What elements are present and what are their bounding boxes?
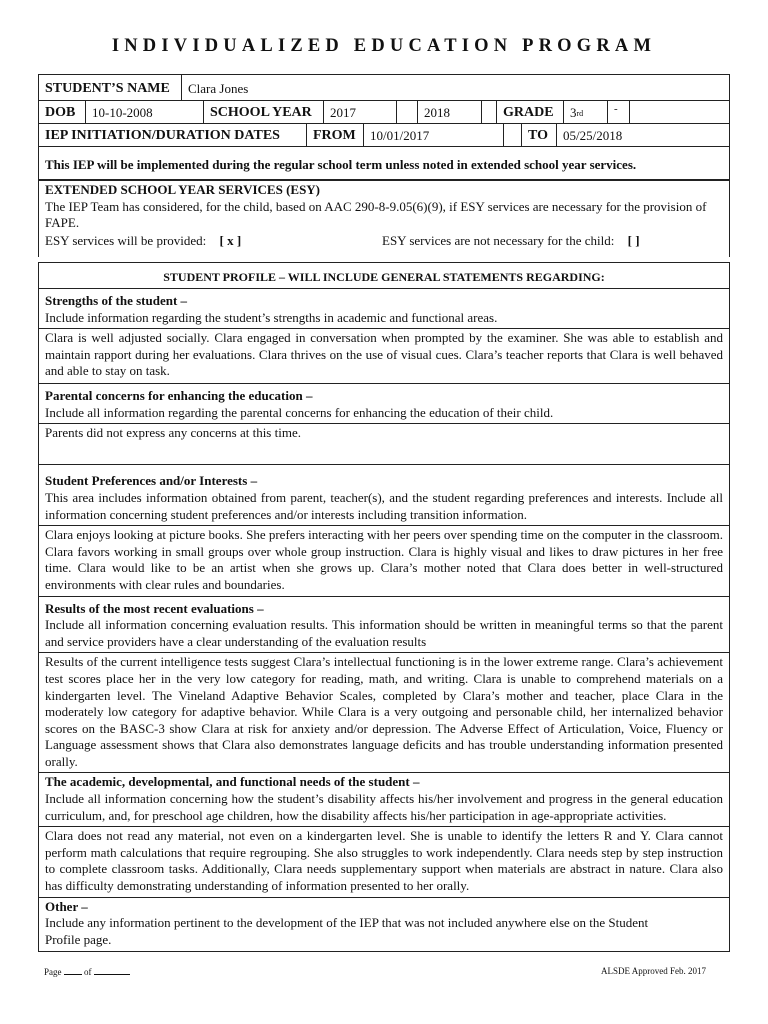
profile-heading: STUDENT PROFILE – WILL INCLUDE GENERAL STATEMENTS REGARDING: [39,263,729,289]
esy-text: The IEP Team has considered, for the child, based on AAC 290-8-9.05(6)(9), if ESY services are necessary for the provision of FAPE. [45,198,707,231]
iep-dates-label: IEP INITIATION/DURATION DATES [39,124,307,146]
student-name-label: STUDENT’S NAME [39,75,182,100]
strengths-prompt [39,289,729,329]
esy-not-necessary-label: ESY services are not necessary for the child: [382,232,615,248]
esy-section [38,179,730,257]
page-number [44,966,130,977]
needs-content[interactable]: Clara does not read any material, not even on a kindergarten level. She is unable to identify the letters R and Y. Clara cannot perform math calculations that require regrouping. She also struggles to work independently. Clara needs step by step instruction to complete classroom tasks. Additionally, Clara needs supplementary support when materials are abstract in nature. Clara also has difficulty demonstrating understanding of information presented to her orally. [39,827,729,897]
grade-spacer [630,101,729,123]
document-title: INDIVIDUALIZED EDUCATION PROGRAM [111,36,657,56]
preferences-heading: Student Preferences and/or Interests – [45,473,258,489]
grade-label: GRADE [497,101,564,123]
other-heading: Other – [45,898,88,914]
student-info-table [38,74,730,181]
evaluations-prompt [39,597,729,654]
page-label: Page [44,967,62,977]
parental-instructions: Include all information regarding the parental concerns for enhancing the education of their child. [45,404,554,420]
esy-heading: EXTENDED SCHOOL YEAR SERVICES (ESY) [45,182,321,197]
dob-value[interactable]: 10-10-2008 [86,101,204,123]
other-instructions: Include any information pertinent to the development of the IEP that was not included anywhere else on the Student Profile page. [45,915,649,947]
evaluations-content[interactable]: Results of the current intelligence tests suggest Clara’s intellectual functioning is in the lower extreme range. Clara’s achievement test scores place her in the very low category for reading, math, and writing. Clara is unable to comprehend materials on a kindergarten level. The Vineland Adaptive Behavior Scales, completed by Clara’s mother and teacher, place Clara in the moderately low category for adaptive behavior. While Clara is a very outgoing and personable child, her internalized behavior scores on the BASC-3 show Clara at risk for anxiety and/or depression. The Adverse Effect of Articulation, Voice, Fluency or Language assessment shows that Clara also demonstrates language deficits and has trouble understanding information presented orally. [39,653,729,773]
parental-content[interactable]: Parents did not express any concerns at this time. [39,424,729,465]
iep-dates-row [39,124,729,147]
esy-not-necessary-checkbox[interactable]: [ ] [627,232,640,248]
needs-prompt [39,773,729,827]
from-spacer [504,124,522,146]
grade-number: 3 [570,105,577,120]
esy-provided-label: ESY services will be provided: [45,232,207,248]
evaluations-heading: Results of the most recent evaluations – [45,600,264,616]
school-year-start[interactable]: 2017 [324,101,397,123]
school-year-spacer [482,101,497,123]
dob-row [39,101,729,124]
student-profile-table [38,262,730,952]
approval-note: ALSDE Approved Feb. 2017 [601,966,706,976]
student-name-value[interactable]: Clara Jones [188,80,249,96]
page-number-blank[interactable] [64,966,82,975]
from-date[interactable]: 10/01/2017 [364,124,504,146]
other-prompt [39,898,729,952]
to-label: TO [522,124,557,146]
preferences-content[interactable]: Clara enjoys looking at picture books. She prefers interacting with her peers over spending time on the computer in the classroom. Clara favors working in small groups over whole group instruction. Clara is highly visual and likes to draw pictures in her free time. Clara would like to be an artist when she grows up. Clara’s mother noted that Clara does better in well-structured environments with clear rules and boundaries. [39,526,729,596]
grade-value[interactable] [564,101,608,123]
from-label: FROM [307,124,364,146]
needs-instructions: Include all information concerning how the student’s disability affects his/her involvement and progress in the general education curriculum, and, for preschool age children, how the disability affects his/her participation in age-appropriate activities. [45,791,723,823]
school-year-end[interactable]: 2018 [418,101,482,123]
preferences-instructions: This area includes information obtained from parent, teacher(s), and the student regarding preferences and interests. Include all information concerning student preferences and/or interests including transition information. [45,489,723,522]
of-label: of [84,967,92,977]
esy-notice-row [39,147,729,181]
page-total-blank[interactable] [94,966,130,975]
parental-prompt [39,384,729,424]
needs-heading: The academic, developmental, and functional needs of the student – [45,774,420,790]
parental-heading: Parental concerns for enhancing the education – [45,388,313,404]
dob-label: DOB [39,101,86,123]
to-date[interactable]: 05/25/2018 [563,128,623,143]
esy-provided-checkbox[interactable]: [ x ] [219,232,242,248]
esy-block [39,180,729,251]
strengths-heading: Strengths of the student – [45,293,188,308]
preferences-prompt [39,465,729,526]
esy-options [45,233,723,250]
student-name-row [39,75,729,101]
school-year-label: SCHOOL YEAR [204,101,324,123]
evaluations-instructions: Include all information concerning evaluation results. This information should be written in meaningful terms so that the parent and service providers have a clear understanding of the evaluation results [45,617,723,649]
school-year-divider [397,101,418,123]
strengths-instructions: Include information regarding the student’s strengths in academic and functional areas. [45,309,498,325]
grade-extra: - [608,101,630,123]
grade-suffix: rd [576,108,584,118]
strengths-content[interactable]: Clara is well adjusted socially. Clara engaged in conversation when prompted by the examiner. She was able to establish and maintain rapport during her evaluations. Clara thrives on the use of visual cues. Clara’s teacher reports that Clara is well behaved and able to stay on task. [39,329,729,384]
esy-notice: This IEP will be implemented during the regular school term unless noted in extended school year services. [45,156,637,172]
